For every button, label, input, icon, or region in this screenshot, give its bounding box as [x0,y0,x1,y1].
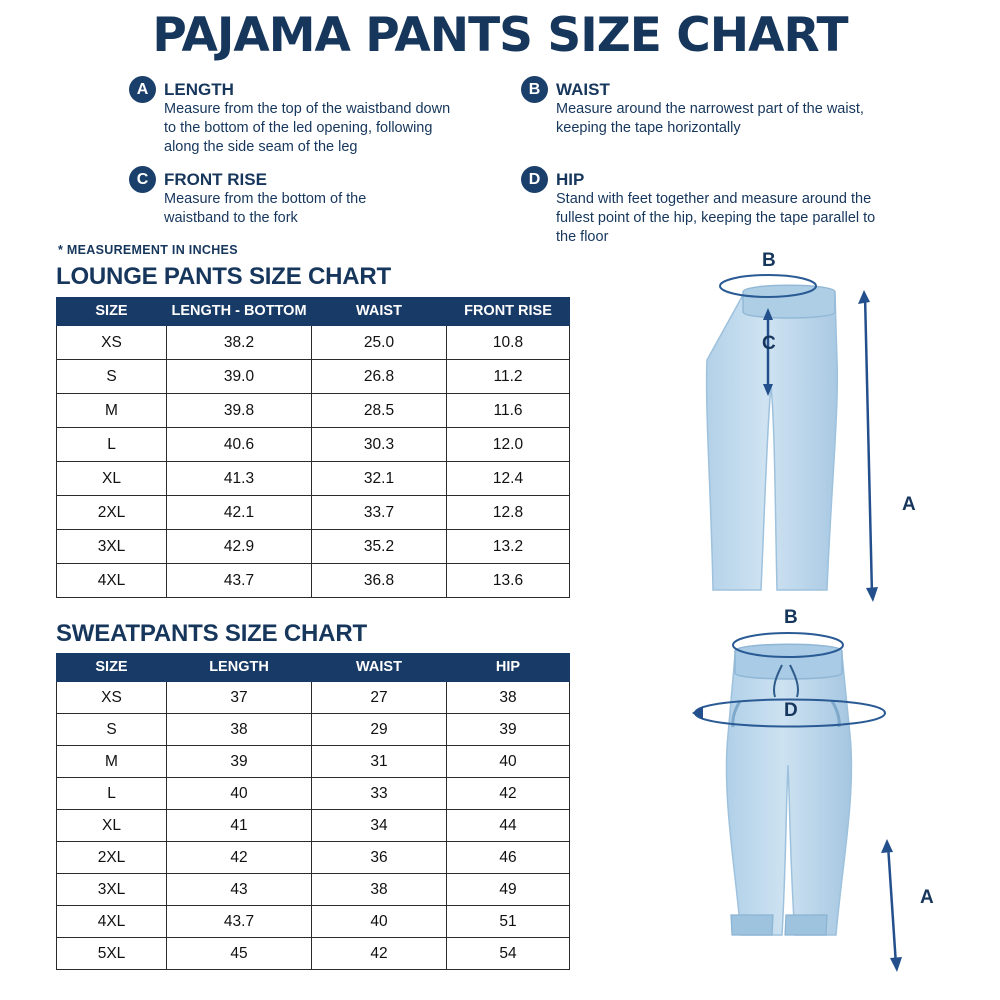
cell-size: L [57,428,167,462]
column-header: WAIST [312,298,447,326]
sweatpants-size-table [56,653,570,970]
legend-desc-waist: Measure around the narrowest part of the waist, keeping the tape horizontally [556,101,864,136]
cell-front-rise: 13.6 [447,564,570,598]
cell-length: 45 [167,938,312,970]
cell-waist: 36.8 [312,564,447,598]
column-header: LENGTH [167,654,312,682]
cell-size: 5XL [57,938,167,970]
sweatpants-shape [726,648,851,936]
table-row [57,496,570,530]
page-title: PAJAMA PANTS SIZE CHART [152,8,848,63]
cell-length: 42.1 [167,496,312,530]
sweatpants-illustration [600,615,1000,995]
cell-front-rise: 13.2 [447,530,570,564]
column-header: WAIST [312,654,447,682]
cell-size: S [57,360,167,394]
table-row [57,842,570,874]
cell-size: 4XL [57,564,167,598]
length-arrow-head-bottom [866,587,878,602]
cell-waist: 27 [312,682,447,714]
cell-size: M [57,746,167,778]
lounge-section-heading: LOUNGE PANTS SIZE CHART [56,263,391,290]
length-arrow-line [865,295,872,595]
cell-size: 4XL [57,906,167,938]
cell-waist: 29 [312,714,447,746]
cell-waist: 31 [312,746,447,778]
cell-length: 39 [167,746,312,778]
cell-length: 42 [167,842,312,874]
cell-hip: 46 [447,842,570,874]
cell-hip: 39 [447,714,570,746]
length-arrow-head-top [858,290,870,304]
cell-length: 37 [167,682,312,714]
sweat-length-arrow-head-top [881,839,893,853]
column-header: LENGTH - BOTTOM [167,298,312,326]
cell-size: 2XL [57,496,167,530]
cell-size: XS [57,682,167,714]
table-header-row [57,298,570,326]
cell-size: M [57,394,167,428]
cell-hip: 49 [447,874,570,906]
cuff-right [785,915,827,935]
table-row [57,778,570,810]
legend-badge-d: D [521,166,548,193]
cell-waist: 36 [312,842,447,874]
table-row [57,462,570,496]
cell-waist: 30.3 [312,428,447,462]
table-header-row [57,654,570,682]
cell-size: 3XL [57,874,167,906]
legend-desc-front-rise: Measure from the bottom of the waistband to the fork [164,191,367,226]
cell-front-rise: 11.2 [447,360,570,394]
table-row [57,874,570,906]
cell-length: 39.0 [167,360,312,394]
cell-waist: 28.5 [312,394,447,428]
marker-sweat-a: A [920,887,934,908]
table-row [57,682,570,714]
cell-size: 3XL [57,530,167,564]
cell-length: 38 [167,714,312,746]
illustration-panel [600,250,1000,1000]
cell-size: XL [57,462,167,496]
cell-length: 40 [167,778,312,810]
legend-badge-a: A [129,76,156,103]
column-header: SIZE [57,654,167,682]
legend-desc-hip: Stand with feet together and measure around the fullest point of the hip, keeping the tape parallel to the floor [556,191,876,245]
table-row [57,938,570,970]
cell-front-rise: 11.6 [447,394,570,428]
cell-size: L [57,778,167,810]
legend-badge-b: B [521,76,548,103]
table-row [57,906,570,938]
marker-lounge-b: B [762,250,776,271]
marker-lounge-a: A [902,494,916,515]
cell-size: XS [57,326,167,360]
table-row [57,360,570,394]
cell-length: 42.9 [167,530,312,564]
cell-front-rise: 10.8 [447,326,570,360]
table-row [57,564,570,598]
cell-size: S [57,714,167,746]
cell-size: XL [57,810,167,842]
sweat-waistband [735,644,842,679]
cell-hip: 44 [447,810,570,842]
cell-front-rise: 12.4 [447,462,570,496]
cell-waist: 25.0 [312,326,447,360]
table-row [57,746,570,778]
lounge-pants-size-table [56,297,570,598]
cell-length: 43.7 [167,564,312,598]
hip-arrow-head-left [692,706,703,720]
cuff-left [731,915,773,935]
cell-length: 43 [167,874,312,906]
cell-hip: 38 [447,682,570,714]
cell-hip: 42 [447,778,570,810]
marker-lounge-c: C [762,333,776,354]
sweat-length-arrow-head-bottom [890,957,902,972]
table-row [57,326,570,360]
cell-waist: 42 [312,938,447,970]
cell-waist: 38 [312,874,447,906]
column-header: FRONT RISE [447,298,570,326]
measurement-note: * MEASUREMENT IN INCHES [58,243,238,257]
column-header: HIP [447,654,570,682]
marker-sweat-d: D [784,700,798,721]
cell-length: 39.8 [167,394,312,428]
cell-waist: 33.7 [312,496,447,530]
table-row [57,530,570,564]
table-row [57,714,570,746]
lounge-pants-illustration [600,250,1000,620]
cell-hip: 51 [447,906,570,938]
cell-waist: 35.2 [312,530,447,564]
legend-title-length: LENGTH [164,80,234,99]
table-row [57,428,570,462]
table-row [57,810,570,842]
cell-front-rise: 12.0 [447,428,570,462]
cell-waist: 33 [312,778,447,810]
legend-badge-c: C [129,166,156,193]
legend-title-waist: WAIST [556,80,610,99]
sweatpants-section-heading: SWEATPANTS SIZE CHART [56,620,367,647]
column-header: SIZE [57,298,167,326]
cell-hip: 54 [447,938,570,970]
sweat-length-arrow-line [888,845,896,965]
cell-front-rise: 12.8 [447,496,570,530]
cell-length: 41.3 [167,462,312,496]
marker-sweat-b: B [784,607,798,628]
table-row [57,394,570,428]
cell-waist: 40 [312,906,447,938]
cell-size: 2XL [57,842,167,874]
cell-hip: 40 [447,746,570,778]
legend-title-hip: HIP [556,170,585,189]
cell-length: 41 [167,810,312,842]
cell-length: 40.6 [167,428,312,462]
waistband [743,285,835,318]
cell-waist: 26.8 [312,360,447,394]
cell-waist: 32.1 [312,462,447,496]
legend-desc-length: Measure from the top of the waistband down to the bottom of the led opening, following along the side seam of the leg [164,101,451,155]
cell-length: 43.7 [167,906,312,938]
cell-length: 38.2 [167,326,312,360]
legend-title-front-rise: FRONT RISE [164,170,267,189]
cell-waist: 34 [312,810,447,842]
